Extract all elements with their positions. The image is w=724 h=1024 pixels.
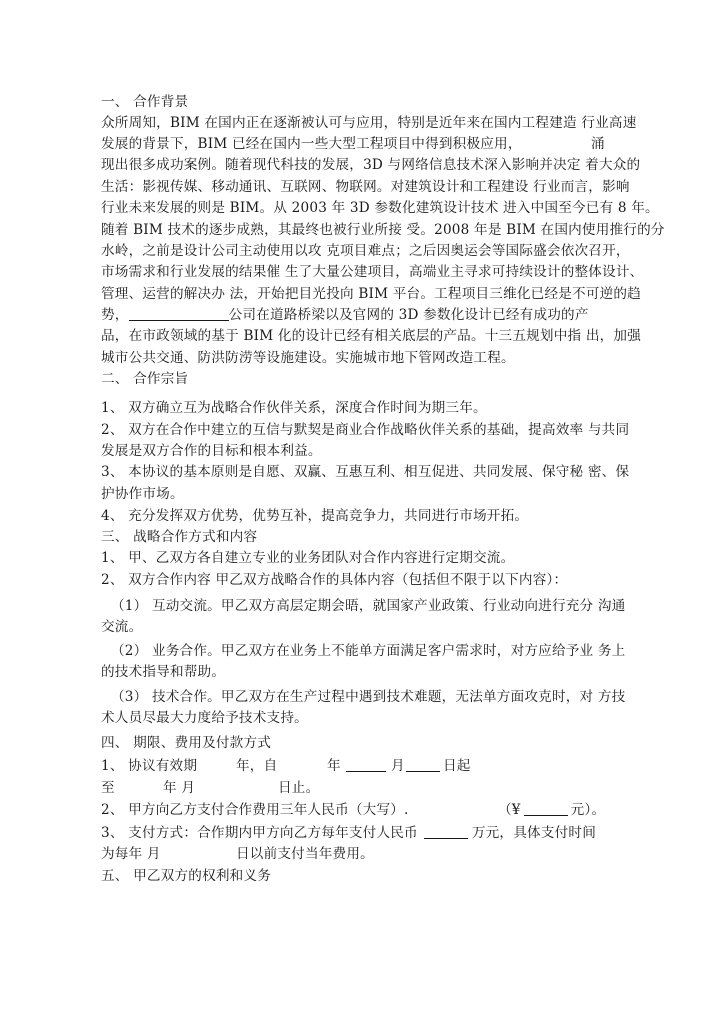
term-end-day: 日止。 bbox=[278, 780, 320, 796]
term-start-day: 日起 bbox=[443, 758, 471, 774]
payment-label: 3、 支付方式：合作期内甲方向乙方每年支付人民币 bbox=[101, 825, 418, 841]
term-start-month: 月 bbox=[391, 758, 405, 774]
term-years: 年，自 bbox=[236, 758, 278, 774]
paragraph-line: 的技术指导和帮助。 bbox=[101, 664, 226, 680]
fee-amount-blank bbox=[524, 801, 568, 816]
paragraph-line: （2） 业务合作。甲乙双方在业务上不能单方面满足客户需求时，对方应给予业 务上 bbox=[111, 643, 626, 659]
paragraph-line: 生活：影视传媒、移动通讯、互联网、物联网。对建筑设计和工程建设 行业而言，影响 bbox=[101, 179, 630, 195]
fee-currency-open: （¥ bbox=[498, 802, 521, 818]
paragraph-line: 发展是双方合作的目标和根本利益。 bbox=[101, 443, 322, 459]
payment-tail: 万元，具体支付时间 bbox=[471, 825, 596, 841]
paragraph-line: 众所周知，BIM 在国内正在逐渐被认可与应用，特别是近年来在国内工程建造 行业高速 bbox=[101, 115, 637, 131]
fee-amount-line bbox=[498, 800, 605, 820]
paragraph-line: 2、 双方合作内容 甲乙双方战略合作的具体内容（包括但不限于以下内容）： bbox=[101, 572, 568, 588]
paragraph-line: 随着 BIM 技术的逐步成熟，其最终也被行业所接 受。2008 年是 BIM 在国内使用推行的分 bbox=[101, 222, 665, 238]
paragraph-line: 4、 充分发挥双方优势，优势互补，提高竞争力，共同进行市场开拓。 bbox=[101, 508, 529, 524]
term-label: 1、 协议有效期 bbox=[101, 758, 198, 774]
paragraph-line: 2、 双方在合作中建立的互信与默契是商业合作战略伙伴关系的基础，提高效率 与共同 bbox=[101, 422, 630, 438]
paragraph-line: 城市公共交通、防洪防涝等设施建设。实施城市地下管网改造工程。 bbox=[101, 350, 515, 366]
paragraph-line: （3） 技术合作。甲乙双方在生产过程中遇到技术难题，无法单方面攻克时，对 方技 bbox=[111, 689, 626, 705]
paragraph-line: （1） 互动交流。甲乙双方高层定期会晤，就国家产业政策、行业动向进行充分 沟通 bbox=[111, 598, 626, 614]
paragraph-line: 发展的背景下，BIM 已经在国内一些大型工程项目中得到积极应用， bbox=[101, 136, 522, 152]
section-heading-5: 五、 甲乙双方的权利和义务 bbox=[101, 868, 272, 884]
paragraph-line: 水岭，之前是设计公司主动使用以攻 克项目难点；之后因奥运会等国际盛会依次召开， bbox=[101, 243, 630, 259]
paragraph-line: 护协作市场。 bbox=[101, 486, 184, 502]
paragraph-line: 1、 双方确立互为战略合作伙伴关系，深度合作时间为期三年。 bbox=[101, 400, 487, 416]
term-start-year: 年 bbox=[327, 758, 341, 774]
section-heading-4: 四、 期限、费用及付款方式 bbox=[101, 735, 272, 751]
paragraph-line: 1、 甲、乙双方各自建立专业的业务团队对合作内容进行定期交流。 bbox=[101, 550, 515, 566]
day-blank bbox=[406, 757, 440, 772]
paragraph-line: 3、 本协议的基本原则是自愿、双赢、互惠互利、相互促进、共同发展、保守秘 密、保 bbox=[101, 464, 630, 480]
paragraph-line: 市场需求和行业发展的结果催 生了大量公建项目，高端业主寻求可持续设计的整体设计、 bbox=[101, 264, 644, 280]
payment-date-label: 为每年 月 bbox=[101, 846, 161, 862]
paragraph-line: 现出很多成功案例。随着现代科技的发展，3D 与网络信息技术深入影响并决定 着大众的 bbox=[101, 157, 641, 173]
paragraph-line: 交流。 bbox=[101, 619, 143, 635]
section-heading-3: 三、 战略合作方式和内容 bbox=[101, 529, 258, 545]
month-blank bbox=[346, 757, 386, 772]
section-heading-1: 一、 合作背景 bbox=[101, 94, 189, 110]
term-end-label: 至 bbox=[101, 780, 115, 796]
section-heading-2: 二、 合作宗旨 bbox=[101, 371, 189, 387]
term-line bbox=[101, 756, 197, 776]
term-start-day-blank-wrap bbox=[406, 756, 440, 776]
paragraph-fragment: 涌 bbox=[591, 136, 605, 152]
paragraph-fragment: 公司在道路桥梁以及官网的 3D 参数化设计已经有成功的产 bbox=[228, 307, 589, 323]
payment-amount-blank bbox=[424, 824, 468, 839]
paragraph-line: 行业未来发展的则是 BIM。从 2003 年 3D 参数化建筑设计技术 进入中国至今已有 8 年。 bbox=[101, 200, 659, 216]
payment-date-tail: 日以前支付当年费用。 bbox=[236, 846, 374, 862]
fee-currency-close: 元）。 bbox=[570, 802, 606, 818]
paragraph-line: 术人员尽最大力度给予技术支持。 bbox=[101, 710, 308, 726]
fee-line: 2、 甲方向乙方支付合作费用三年人民币（大写）. bbox=[101, 802, 409, 818]
paragraph-line bbox=[101, 305, 589, 325]
payment-line bbox=[101, 823, 596, 843]
paragraph-line: 管理、运营的解决办 法，开始把目光投向 BIM 平台。工程项目三维化已经是不可逆的趋 bbox=[101, 286, 642, 302]
company-name-blank bbox=[129, 306, 229, 321]
term-start-month-blank-wrap bbox=[346, 756, 386, 776]
term-end-year-month: 年 月 bbox=[163, 780, 196, 796]
paragraph-line: 品，在市政领域的基于 BIM 化的设计已经有相关底层的产品。十三五规划中指 出，加强 bbox=[101, 328, 642, 344]
paragraph-fragment: 势， bbox=[101, 307, 129, 323]
